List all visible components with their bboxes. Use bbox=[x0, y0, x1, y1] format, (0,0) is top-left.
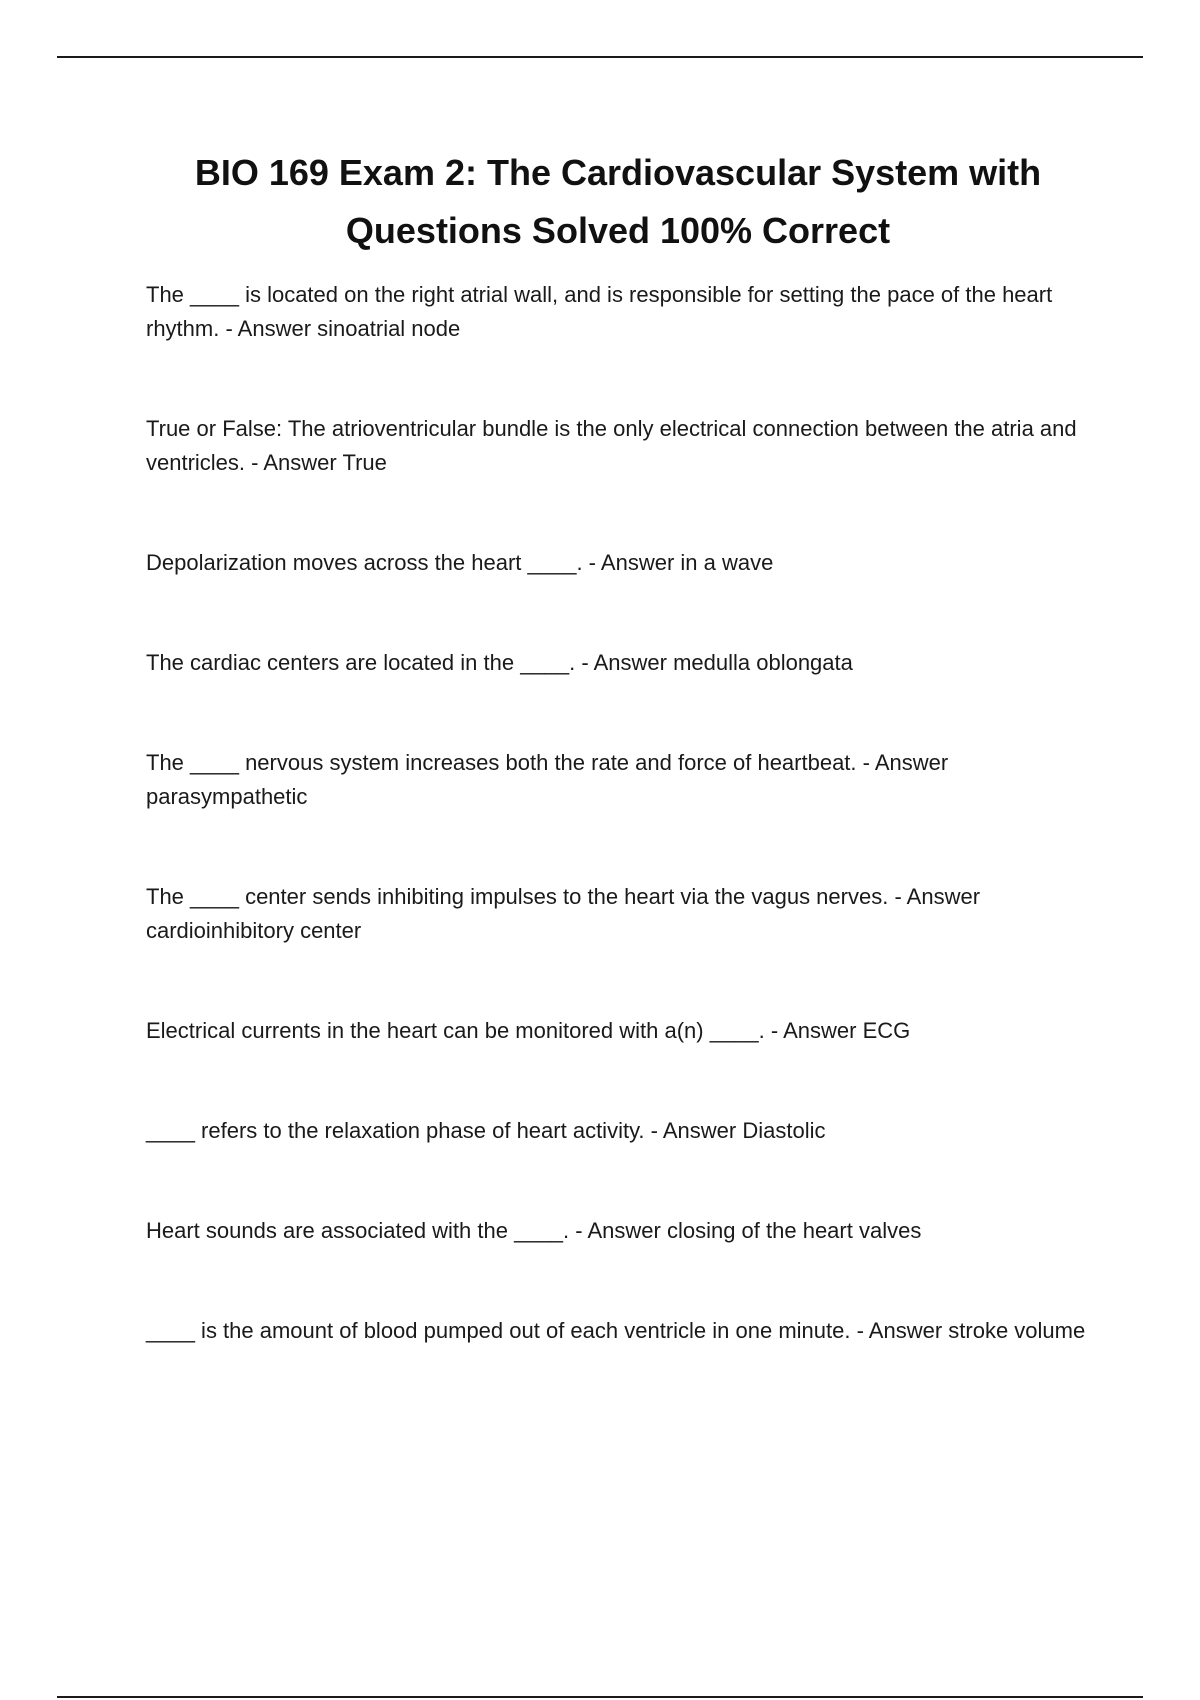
question-item: ____ refers to the relaxation phase of heart activity. - Answer Diastolic bbox=[146, 1118, 826, 1143]
question-item: The ____ nervous system increases both the rate and force of heartbeat. - Answer parasympathetic bbox=[146, 750, 949, 809]
header-rule bbox=[57, 56, 1143, 58]
question-item: Electrical currents in the heart can be monitored with a(n) ____. - Answer ECG bbox=[146, 1018, 911, 1043]
question-item: The ____ center sends inhibiting impulses to the heart via the vagus nerves. - Answer cardioinhibitory center bbox=[146, 884, 981, 943]
question-item: Heart sounds are associated with the ____. - Answer closing of the heart valves bbox=[146, 1218, 922, 1243]
question-item: True or False: The atrioventricular bundle is the only electrical connection between the atria and ventricles. - Answer True bbox=[146, 416, 1077, 475]
question-item: Depolarization moves across the heart ____. - Answer in a wave bbox=[146, 550, 774, 575]
question-item: The ____ is located on the right atrial wall, and is responsible for setting the pace of the heart rhythm. - Answer sinoatrial node bbox=[146, 282, 1053, 341]
question-item: The cardiac centers are located in the ____. - Answer medulla oblongata bbox=[146, 650, 853, 675]
document-title: BIO 169 Exam 2: The Cardiovascular System with Questions Solved 100% Correct bbox=[194, 152, 1042, 251]
footer-rule bbox=[57, 1696, 1143, 1698]
question-item: ____ is the amount of blood pumped out of each ventricle in one minute. - Answer stroke volume bbox=[146, 1318, 1086, 1343]
question-list bbox=[146, 278, 1086, 1414]
